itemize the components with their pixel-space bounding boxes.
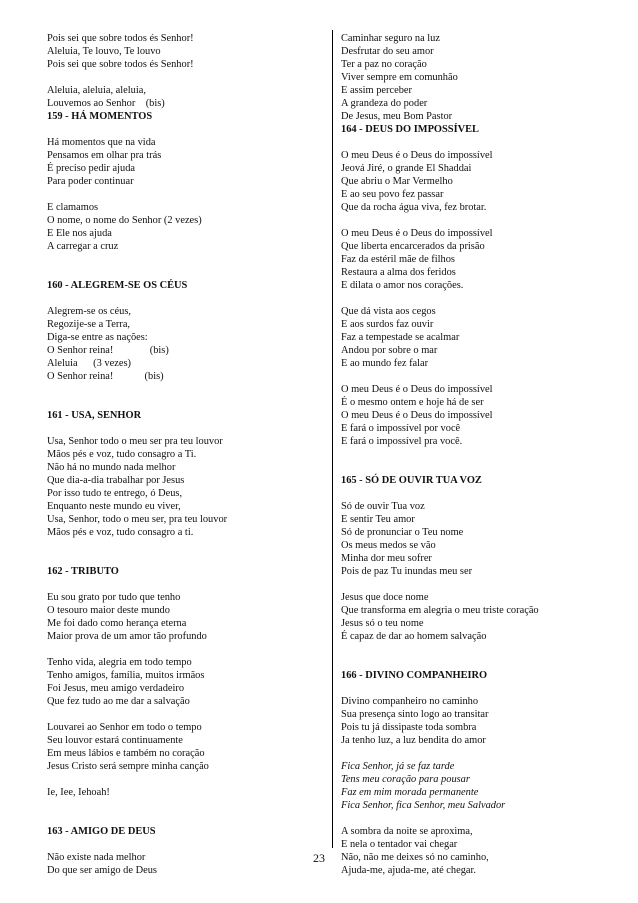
blank-line [47,422,322,435]
lyric-line: E assim perceber [341,85,412,96]
blank-line [341,656,606,669]
lyric-line: Que dá vista aos cegos [341,306,436,317]
song-heading: 160 - ALEGREM-SE OS CÉUS [47,280,188,291]
lyric-line: Pensamos em olhar pra trás [47,150,162,161]
lyric-line: Enquanto neste mundo eu viver, [47,501,181,512]
blank-line [47,396,322,409]
lyric-line: Seu louvor estará continuamente [47,735,183,746]
lyric-line: E clamamos [47,202,99,213]
lyric-line: Jeová Jiré, o grande El Shaddai [341,163,472,174]
lyric-line: Restaura a alma dos feridos [341,267,456,278]
column-divider [332,30,333,848]
song-heading: 166 - DIVINO COMPANHEIRO [341,670,488,681]
song-heading: 162 - TRIBUTO [47,566,119,577]
lyric-line: Alegrem-se os céus, [47,306,131,317]
song-heading: 164 - DEUS DO IMPOSSÍVEL [341,124,479,135]
lyric-line: Pois sei que sobre todos és Senhor! [47,33,194,44]
lyric-line: Ajuda-me, ajuda-me, até chegar. [341,865,477,876]
lyric-line: Faz a tempestade se acalmar [341,332,460,343]
lyric-line: Há momentos que na vida [47,137,156,148]
lyric-line: E Ele nos ajuda [47,228,112,239]
lyric-line: Do que ser amigo de Deus [47,865,157,876]
blank-line [47,578,322,591]
blank-line [341,136,606,149]
blank-line [341,214,606,227]
lyric-line: É preciso pedir ajuda [47,163,135,174]
lyric-line: E dilata o amor nos corações. [341,280,464,291]
lyric-line: É capaz de dar ao homem salvação [341,631,487,642]
lyric-line: A sombra da noite se aproxima, [341,826,473,837]
lyric-line: Maior prova de um amor tão profundo [47,631,207,642]
song-heading: 163 - AMIGO DE DEUS [47,826,156,837]
lyric-line: Jesus Cristo será sempre minha canção [47,761,209,772]
blank-line [47,552,322,565]
lyric-line: Faz da estéril mãe de filhos [341,254,455,265]
blank-line [47,123,322,136]
lyric-line: Sua presença sinto logo ao transitar [341,709,489,720]
lyric-line: O meu Deus é o Deus do impossível [341,228,493,239]
lyric-line: Pois sei que sobre todos és Senhor! [47,59,194,70]
lyric-line: Louvarei ao Senhor em todo o tempo [47,722,202,733]
lyric-line: Que dia-a-dia trabalhar por Jesus [47,475,185,486]
lyric-line: Só de ouvir Tua voz [341,501,425,512]
lyric-line: Louvemos ao Senhor (bis) [47,98,165,109]
lyric-line: Jesus só o teu nome [341,618,424,629]
lyric-line: A grandeza do poder [341,98,428,109]
left-column [47,32,322,877]
blank-line [47,188,322,201]
lyric-line: Viver sempre em comunhão [341,72,458,83]
blank-line [47,838,322,851]
lyric-line: Por isso tudo te entrego, ó Deus, [47,488,183,499]
blank-line [341,448,606,461]
lyric-line: Fica Senhor, já se faz tarde [341,761,455,772]
lyric-line: Usa, Senhor, todo o meu ser, pra teu louvor [47,514,228,525]
lyric-line: O Senhor reina! (bis) [47,345,169,356]
blank-line [47,71,322,84]
blank-line [47,292,322,305]
blank-line [341,292,606,305]
lyric-line: O nome, o nome do Senhor (2 vezes) [47,215,202,226]
lyric-line: Eu sou grato por tudo que tenho [47,592,181,603]
lyric-line: Que fez tudo ao me dar a salvação [47,696,190,707]
lyric-line: Mãos pés e voz, tudo consagro a ti. [47,527,194,538]
lyric-line: E ao mundo fez falar [341,358,429,369]
lyric-line: Andou por sobre o mar [341,345,438,356]
lyric-line: Me foi dado como herança eterna [47,618,187,629]
lyric-line: Desfrutar do seu amor [341,46,434,57]
lyric-line: Pois tu já dissipaste toda sombra [341,722,477,733]
lyric-line: E fará o impossível pra você. [341,436,463,447]
page-number: 23 [313,851,325,865]
lyric-line: Que da rocha água viva, fez brotar. [341,202,487,213]
lyric-line: Não há no mundo nada melhor [47,462,176,473]
lyric-line: Só de pronunciar o Teu nome [341,527,464,538]
lyric-line: Ter a paz no coração [341,59,427,70]
lyric-line: Diga-se entre as nações: [47,332,148,343]
blank-line [47,773,322,786]
lyric-line: Foi Jesus, meu amigo verdadeiro [47,683,185,694]
lyric-line: Tenho vida, alegria em todo tempo [47,657,192,668]
lyric-line: Caminhar seguro na luz [341,33,440,44]
lyric-line: E nela o tentador vai chegar [341,839,458,850]
blank-line [341,682,606,695]
lyric-line: E fará o impossível por você [341,423,461,434]
lyric-line: Faz em mim morada permanente [341,787,479,798]
lyric-line: Aleluia, aleluia, aleluia, [47,85,146,96]
lyric-line: E aos surdos faz ouvir [341,319,434,330]
lyric-line: É o mesmo ontem e hoje há de ser [341,397,484,408]
lyric-line: E sentir Teu amor [341,514,415,525]
blank-line [341,578,606,591]
lyric-line: O meu Deus é o Deus do impossível [341,150,493,161]
lyric-line: E ao seu povo fez passar [341,189,444,200]
lyric-line: Pois de paz Tu inundas meu ser [341,566,473,577]
blank-line [47,812,322,825]
blank-line [341,487,606,500]
lyric-line: Aleluia, Te louvo, Te louvo [47,46,161,57]
lyric-line: Usa, Senhor todo o meu ser pra teu louvor [47,436,223,447]
lyric-line: Em meus lábios e também no coração [47,748,205,759]
blank-line [341,370,606,383]
blank-line [47,539,322,552]
blank-line [341,747,606,760]
blank-line [47,383,322,396]
blank-line [47,799,322,812]
lyric-line: Que liberta encarcerados da prisão [341,241,485,252]
song-heading: 161 - USA, SENHOR [47,410,142,421]
right-column [341,32,606,877]
lyric-line: Mãos pés e voz, tudo consagro a Ti. [47,449,197,460]
lyric-line: Minha dor meu sofrer [341,553,432,564]
lyric-line: A carregar a cruz [47,241,119,252]
blank-line [341,461,606,474]
blank-line [47,266,322,279]
lyric-line: Os meus medos se vão [341,540,436,551]
lyric-line: Ja tenho luz, a luz bendita do amor [341,735,486,746]
lyric-line: Jesus que doce nome [341,592,429,603]
lyric-line: Não, não me deixes só no caminho, [341,852,489,863]
lyric-line: Tenho amigos, família, muitos irmãos [47,670,205,681]
lyric-line: Aleluia (3 vezes) [47,358,131,369]
lyric-line: Tens meu coração para pousar [341,774,470,785]
lyric-line: Para poder continuar [47,176,134,187]
blank-line [47,643,322,656]
lyric-line: De Jesus, meu Bom Pastor [341,111,453,122]
blank-line [47,708,322,721]
lyric-line: O Senhor reina! (bis) [47,371,164,382]
lyric-line: O tesouro maior deste mundo [47,605,170,616]
lyric-line: O meu Deus é o Deus do impossível [341,410,493,421]
lyric-line: Que abriu o Mar Vermelho [341,176,453,187]
lyric-line: Regozije-se a Terra, [47,319,131,330]
lyric-line: Não existe nada melhor [47,852,146,863]
song-heading: 159 - HÁ MOMENTOS [47,111,153,122]
lyric-line: Que transforma em alegria o meu triste coração [341,605,539,616]
blank-line [341,643,606,656]
lyric-line: O meu Deus é o Deus do impossível [341,384,493,395]
lyric-line: Ie, Iee, Iehoah! [47,787,110,798]
blank-line [47,253,322,266]
song-heading: 165 - SÓ DE OUVIR TUA VOZ [341,475,482,486]
blank-line [341,812,606,825]
lyric-line: Divino companheiro no caminho [341,696,479,707]
lyric-line: Fica Senhor, fica Senhor, meu Salvador [341,800,506,811]
